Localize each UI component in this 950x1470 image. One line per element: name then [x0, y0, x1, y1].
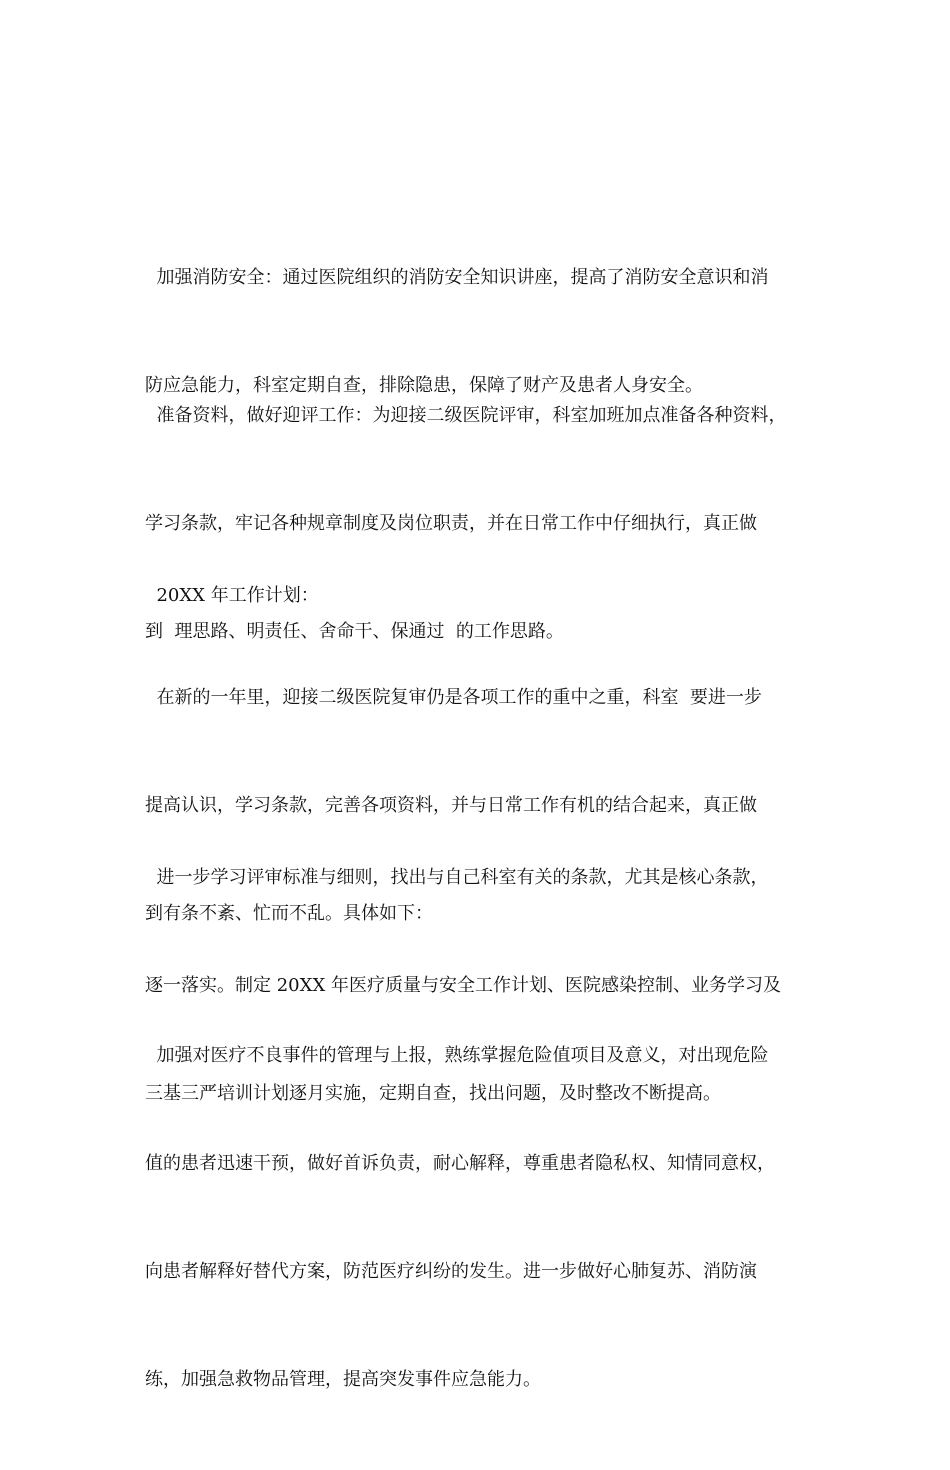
paragraph-line: 到 理思路、明责任、舍命干、保通过 的工作思路。: [145, 621, 564, 642]
paragraph-line: 加强对医疗不良事件的管理与上报，熟练掌握危险值项目及意义，对出现危险: [145, 1045, 769, 1066]
paragraph-line: 在新的一年里，迎接二级医院复审仍是各项工作的重中之重，科室 要进一步: [145, 687, 762, 708]
paragraph-line: 三基三严培训计划逐月实施，定期自查，找出问题，及时整改不断提高。: [145, 1083, 721, 1104]
paragraph-line: 提高认识，学习条款，完善各项资料，并与日常工作有机的结合起来，真正做: [145, 795, 757, 816]
heading-line: 20XX 年工作计划：: [145, 585, 319, 606]
paragraph-line: 学习条款，牢记各种规章制度及岗位职责，并在日常工作中仔细执行，真正做: [145, 513, 757, 534]
paragraph-line: 防应急能力，科室定期自查，排除隐患，保障了财产及患者人身安全。: [145, 375, 703, 396]
paragraph-line: 到有条不紊、忙而不乱。具体如下：: [145, 903, 433, 924]
paragraph-line: 向患者解释好替代方案，防范医疗纠纷的发生。进一步做好心肺复苏、消防演: [145, 1261, 757, 1282]
paragraph-adverse-events: [145, 966, 815, 1470]
paragraph-line: 加强消防安全：通过医院组织的消防安全知识讲座，提高了消防安全意识和消: [145, 267, 769, 288]
paragraph-line: 进一步学习评审标准与细则，找出与自己科室有关的条款，尤其是核心条款，: [145, 867, 769, 888]
paragraph-line: 练，加强急救物品管理，提高突发事件应急能力。: [145, 1369, 541, 1390]
paragraph-line: 准备资料，做好迎评工作：为迎接二级医院评审，科室加班加点准备各种资料，: [145, 405, 787, 426]
paragraph-line: 值的患者迅速干预，做好首诉负责，耐心解释，尊重患者隐私权、知情同意权，: [145, 1153, 775, 1174]
paragraph-line: 逐一落实。制定 20XX 年医疗质量与安全工作计划、医院感染控制、业务学习及: [145, 975, 781, 996]
